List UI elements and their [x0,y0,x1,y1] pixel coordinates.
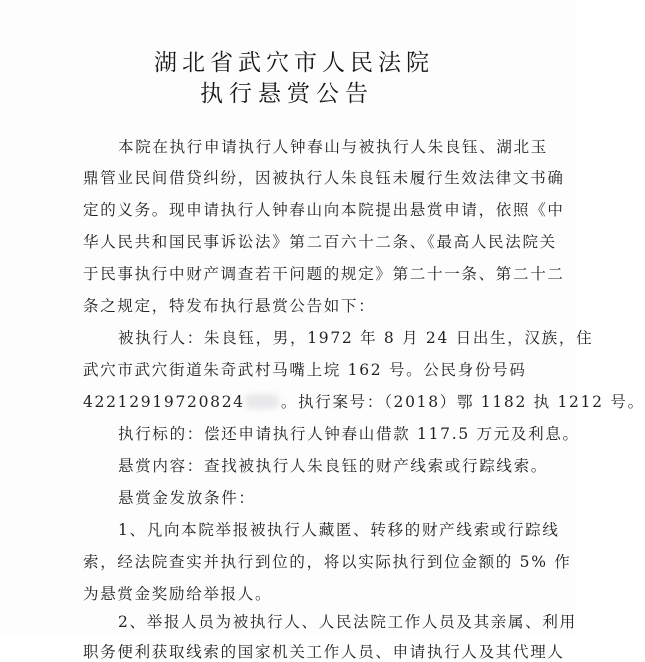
intro-line-2: 鼎管业民间借贷纠纷，因被执行人朱良钰未履行生效法律文书确 [83,169,565,187]
court-name-title: 湖北省武穴市人民法院 [154,50,434,76]
intro-line-6: 条之规定，特发布执行悬赏公告如下： [83,297,376,315]
intro-line-3: 定的义务。现申请执行人钟春山向本院提出悬赏申请，依照《中 [83,201,565,219]
notice-title: 执行悬赏公告 [200,81,374,107]
respondent-line-2: 武穴市武穴街道朱奇武村马嘴上垸 162 号。公民身份号码 [83,361,527,379]
case-number: 。执行案号：（2018）鄂 1182 执 1212 号。 [280,393,645,411]
intro-line-1: 本院在执行申请执行人钟春山与被执行人朱良钰、湖北玉 [118,138,549,156]
condition-1-line-1: 1、凡向本院举报被执行人藏匿、转移的财产线索或行踪线 [118,521,560,539]
condition-1-line-3: 为悬赏金奖励给举报人。 [83,585,273,603]
condition-2-line-1: 2、举报人员为被执行人、人民法院工作人员及其亲属、利用 [118,613,577,631]
id-number: 42212919720824 [83,393,245,411]
reward-conditions-heading: 悬赏金发放条件： [118,489,256,507]
execution-target-line: 执行标的：偿还申请执行人钟春山借款 117.5 万元及利息。 [118,425,580,443]
intro-line-4: 华人民共和国民事诉讼法》第二百六十二条、《最高人民法院关 [83,233,557,251]
condition-2-line-2: 职务便利获取线索的国家机关工作人员、申请执行人及其代理人 [83,643,565,661]
condition-1-line-2: 索，经法院查实并执行到位的，将以实际执行到位金额的 5% 作 [83,553,572,571]
reward-content-line: 悬赏内容：查找被执行人朱良钰的财产线索或行踪线索。 [118,457,549,475]
respondent-line-1: 被执行人：朱良钰，男，1972 年 8 月 24 日出生，汉族，住 [118,329,594,347]
redacted-blur [245,394,279,409]
respondent-line-3 [83,390,645,412]
intro-line-5: 于民事执行中财产调查若干问题的规定》第二十一条、第二十二 [83,265,565,283]
